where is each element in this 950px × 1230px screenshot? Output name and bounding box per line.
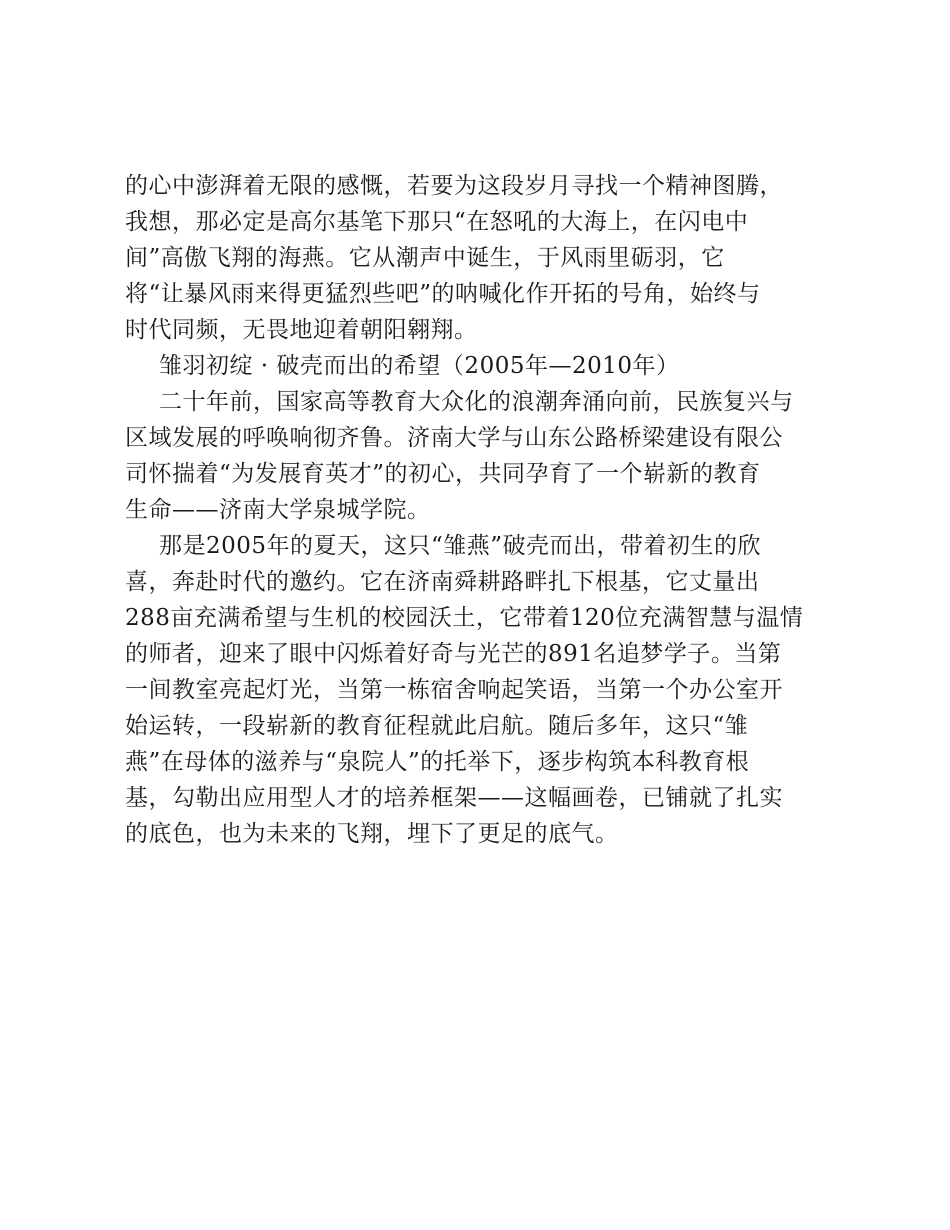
text-line: 的底色，也为未来的飞翔，埋下了更足的底气。: [125, 821, 619, 847]
text-line: 我想，那必定是高尔基笔下那只“在怒吼的大海上，在闪电中: [125, 209, 749, 235]
text-line: 的心中澎湃着无限的感慨，若要为这段岁月寻找一个精神图腾，: [125, 173, 783, 199]
text-line: 喜，奔赴时代的邀约。它在济南舜耕路畔扎下根基，它丈量出: [125, 569, 760, 595]
text-line: 燕”在母体的滋养与“泉院人”的托举下，逐步构筑本科教育根: [125, 749, 750, 775]
document-body: [125, 168, 835, 852]
text-line: 那是2005年的夏天，这只“雏燕”破壳而出，带着初生的欣: [159, 533, 762, 559]
text-line: 间”高傲飞翔的海燕。它从潮声中诞生，于风雨里砺羽，它: [125, 245, 725, 271]
text-line: 将“让暴风雨来得更猛烈些吧”的呐喊化作开拓的号角，始终与: [125, 281, 761, 307]
text-line: 始运转，一段崭新的教育征程就此启航。随后多年，这只“雏: [125, 713, 749, 739]
text-line: 288亩充满希望与生机的校园沃土，它带着120位充满智慧与温情: [125, 605, 804, 631]
text-line: 区域发展的呼唤响彻齐鲁。济南大学与山东公路桥梁建设有限公: [125, 425, 783, 451]
text-line: 一间教室亮起灯光，当第一栋宿舍响起笑语，当第一个办公室开: [125, 677, 783, 703]
section-heading: 雏羽初绽 · 破壳而出的希望（2005年—2010年）: [159, 353, 680, 379]
text-line: 基，勾勒出应用型人才的培养框架——这幅画卷，已铺就了扎实: [125, 785, 783, 811]
text-line: 司怀揣着“为发展育英才”的初心，共同孕育了一个崭新的教育: [125, 461, 761, 487]
text-line: 生命——济南大学泉城学院。: [125, 497, 431, 523]
text-line: 的师者，迎来了眼中闪烁着好奇与光芒的891名追梦学子。当第: [125, 641, 782, 667]
text-line: 时代同频，无畏地迎着朝阳翱翔。: [125, 317, 478, 343]
text-line: 二十年前，国家高等教育大众化的浪潮奔涌向前，民族复兴与: [159, 389, 794, 415]
